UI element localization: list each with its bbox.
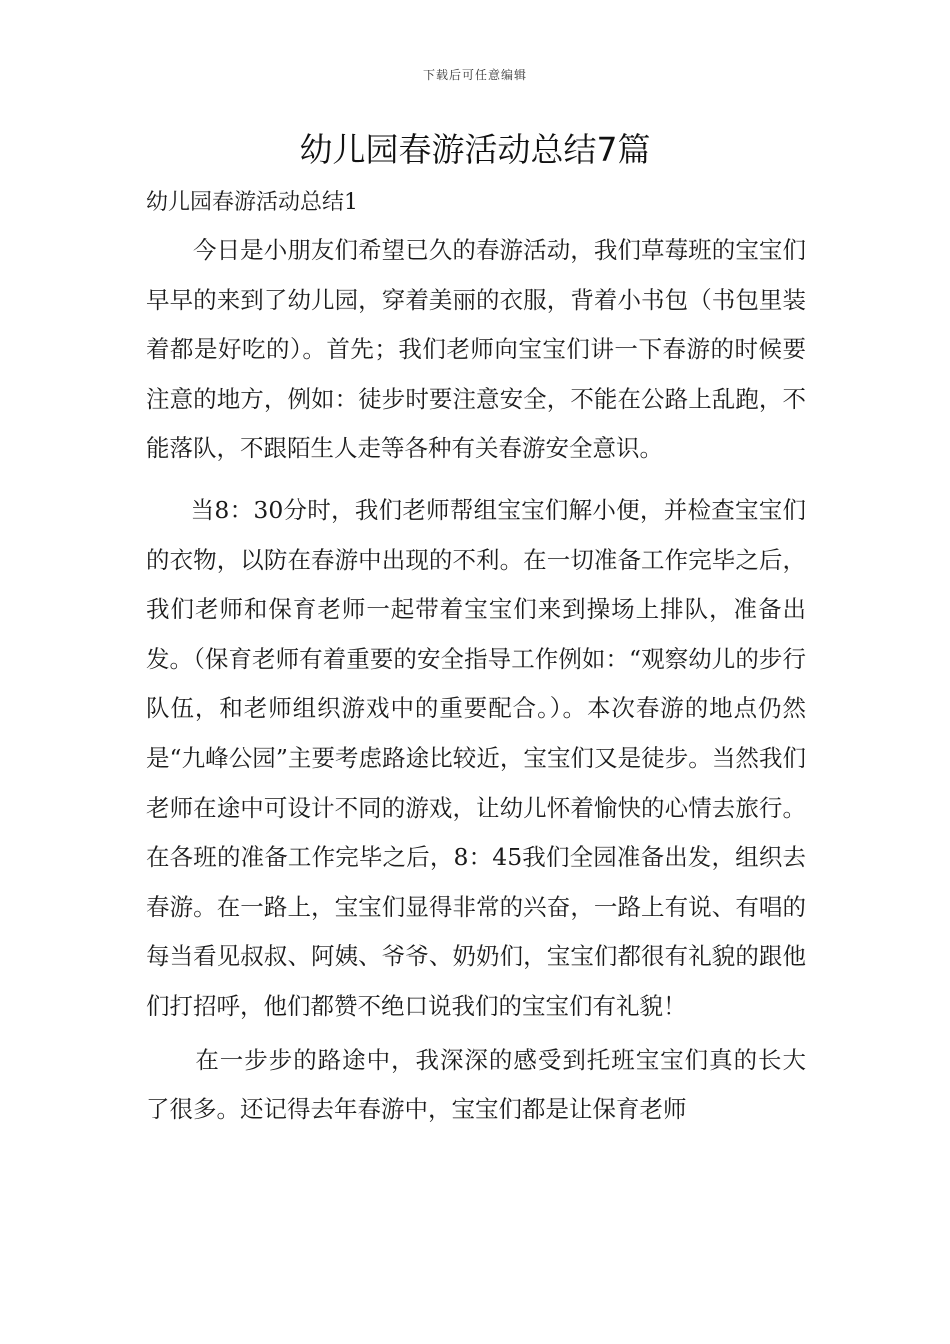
document-title: 幼儿园春游活动总结7篇 xyxy=(299,130,651,169)
paragraph-3: 在一步步的路途中，我深深的感受到托班宝宝们真的长大了很多。还记得去年春游中，宝宝们都是让保育老师 xyxy=(146,1045,806,1124)
paragraph-2: 当8：30分时，我们老师帮组宝宝们解小便，并检查宝宝们的衣物，以防在春游中出现的不利。在一切准备工作完毕之后，我们老师和保育老师一起带着宝宝们来到操场上排队，准备出发。（保育老师有着重要的安全指导工作例如：“观察幼儿的步行队伍，和老师组织游戏中的重要配合。）。本次春游的地点仍然是“九峰公园”主要考虑路途比较近，宝宝们又是徒步。当然我们老师在途中可设计不同的游戏，让幼儿怀着愉快的心情去旅行。在各班的准备工作完毕之后，8：45我们全园准备出发，组织去春游。在一路上，宝宝们显得非常的兴奋，一路上有说、有唱的每当看见叔叔、阿姨、爷爷、奶奶们，宝宝们都很有礼貌的跟他们打招呼，他们都赞不绝口说我们的宝宝们有礼貌！ xyxy=(146,495,806,1020)
page-header-note: 下载后可任意编辑 xyxy=(422,68,527,82)
document-body xyxy=(146,226,806,1135)
section-heading: 幼儿园春游活动总结1 xyxy=(146,190,358,215)
paragraph-1: 今日是小朋友们希望已久的春游活动，我们草莓班的宝宝们早早的来到了幼儿园，穿着美丽的衣服，背着小书包（书包里装着都是好吃的）。首先；我们老师向宝宝们讲一下春游的时候要注意的地方，例如：徒步时要注意安全，不能在公路上乱跑，不能落队，不跟陌生人走等各种有关春游安全意识。 xyxy=(146,236,806,463)
